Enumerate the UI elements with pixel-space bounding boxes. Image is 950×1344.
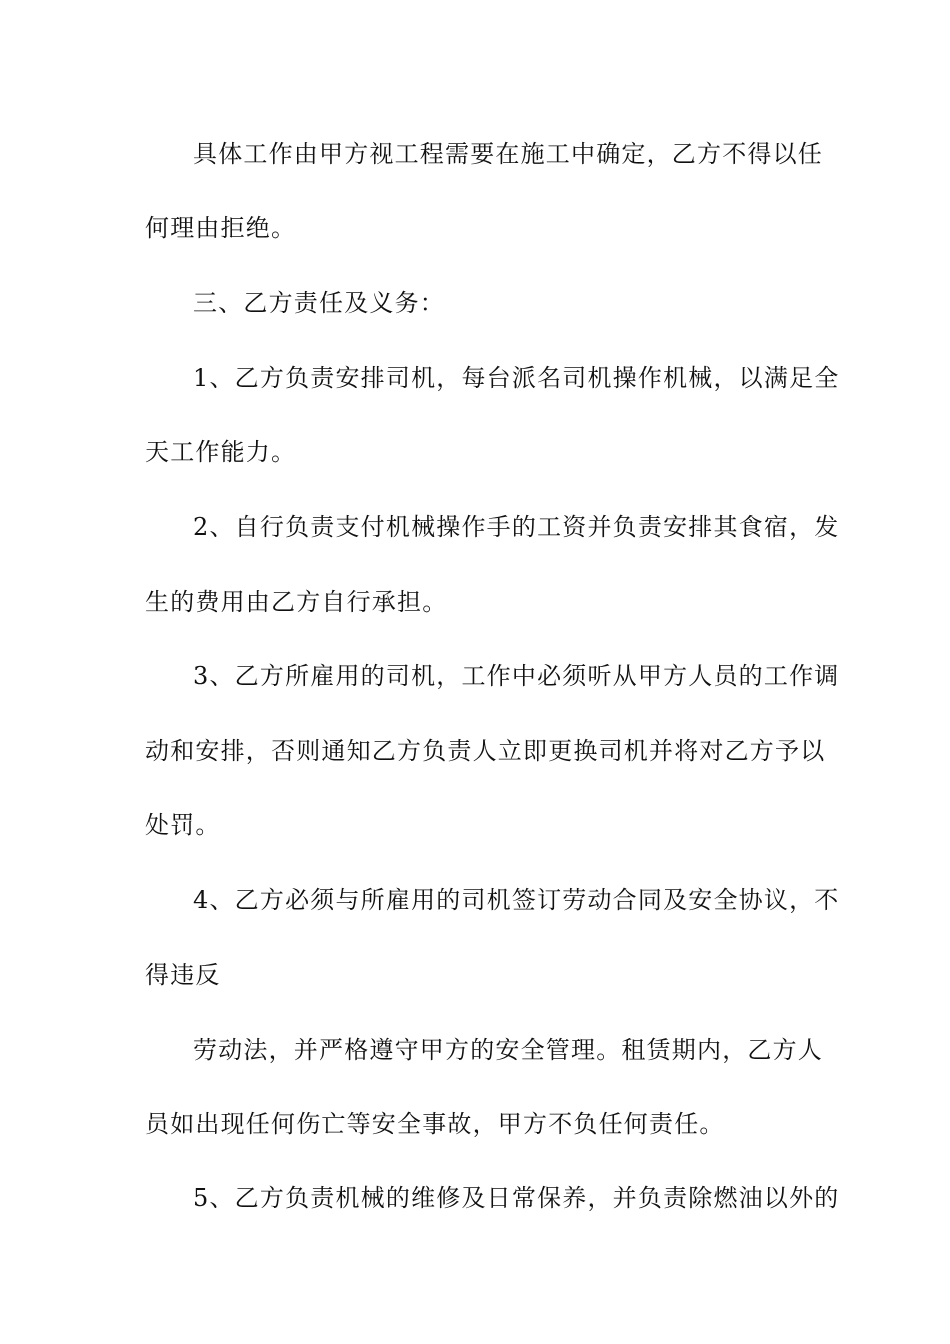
paragraph-line-5: 天工作能力。	[145, 438, 297, 466]
paragraph-line-10: 处罚。	[145, 811, 221, 839]
paragraph-line-2: 何理由拒绝。	[145, 214, 297, 242]
paragraph-line-6: 2、自行负责支付机械操作手的工资并负责安排其食宿，发	[193, 513, 840, 541]
paragraph-line-8: 3、乙方所雇用的司机，工作中必须听从甲方人员的工作调	[193, 662, 840, 690]
paragraph-line-14: 员如出现任何伤亡等安全事故，甲方不负任何责任。	[145, 1110, 725, 1138]
paragraph-line-9: 动和安排，否则通知乙方负责人立即更换司机并将对乙方予以	[145, 737, 826, 765]
paragraph-line-7: 生的费用由乙方自行承担。	[145, 588, 448, 616]
paragraph-line-4: 1、乙方负责安排司机，每台派名司机操作机械，以满足全	[193, 364, 840, 392]
paragraph-line-11: 4、乙方必须与所雇用的司机签订劳动合同及安全协议，不	[193, 886, 840, 914]
paragraph-line-15: 5、乙方负责机械的维修及日常保养，并负责除燃油以外的	[193, 1184, 840, 1212]
paragraph-line-1: 具体工作由甲方视工程需要在施工中确定，乙方不得以任	[193, 140, 823, 168]
paragraph-line-13: 劳动法，并严格遵守甲方的安全管理。租赁期内，乙方人	[193, 1036, 823, 1064]
paragraph-line-12: 得违反	[145, 961, 221, 989]
section-heading: 三、乙方责任及义务：	[193, 289, 445, 317]
